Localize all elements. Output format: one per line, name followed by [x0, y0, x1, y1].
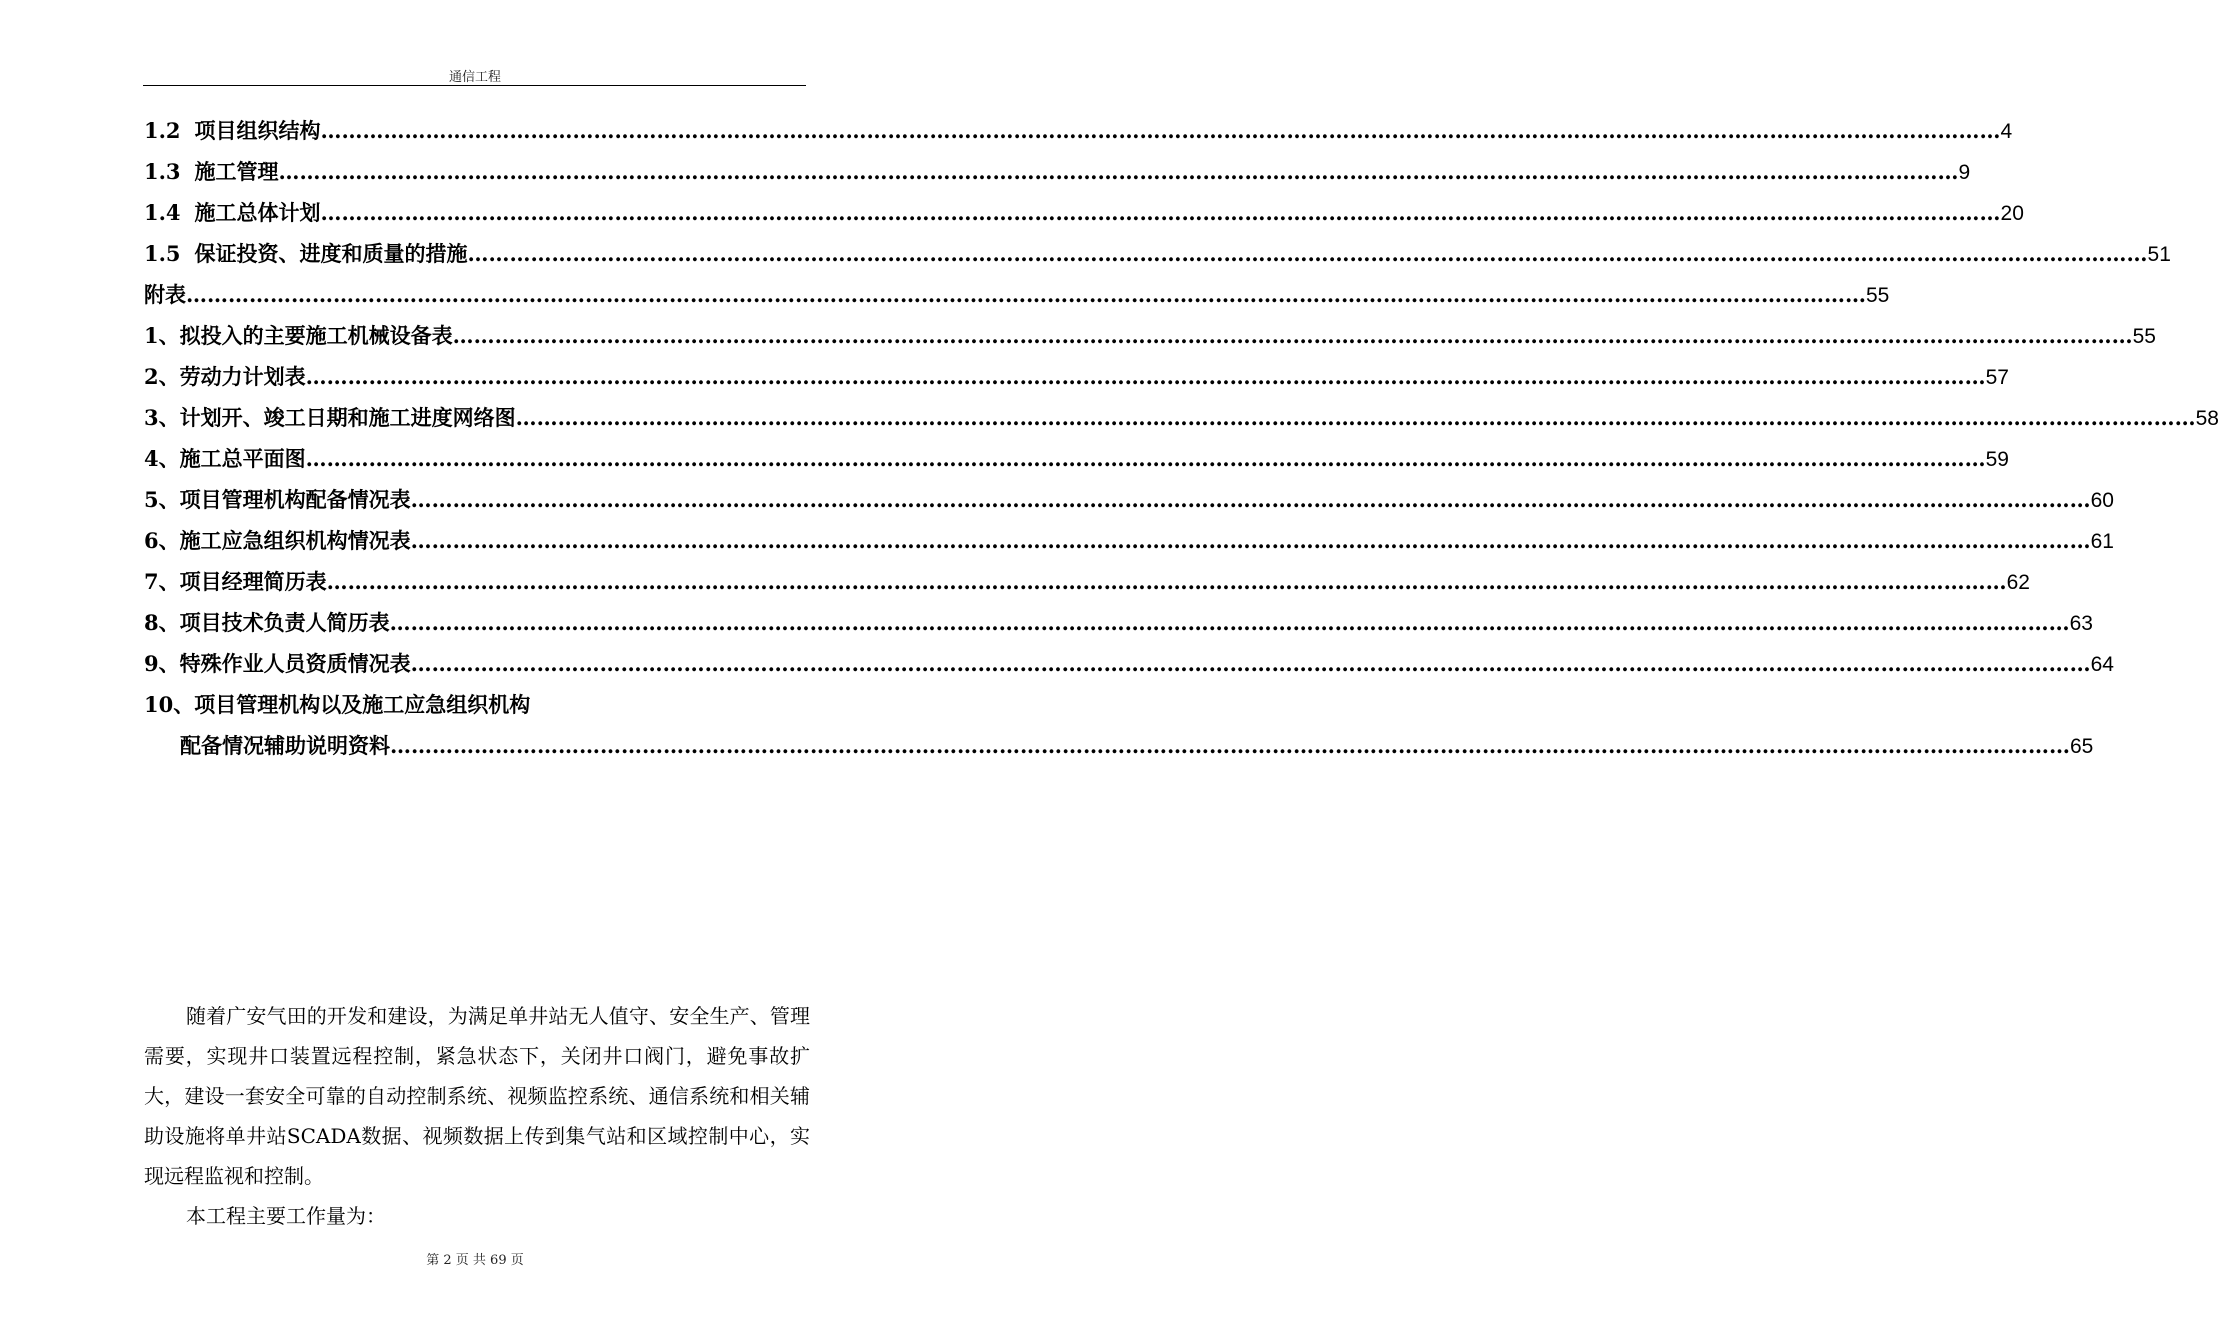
toc-entry[interactable]: [144, 233, 2171, 274]
toc-entry-number: 9、: [144, 651, 180, 676]
toc-entry[interactable]: [144, 643, 2114, 684]
toc-entry-title: 施工管理: [194, 159, 279, 184]
toc-leader-dots: ……………………………………………………………………………………………………………………………………………………………………………………………………………………: [410, 528, 2091, 553]
toc-entry-continuation[interactable]: [144, 725, 2094, 766]
toc-leader-dots: ……………………………………………………………………………………………………………………………………………………………………………………………………………………: [452, 323, 2133, 348]
toc-entry-number: 7、: [144, 569, 180, 594]
toc-entry-title: 项目技术负责人简历表: [179, 610, 390, 635]
toc-entry-title: 项目管理机构配备情况表: [179, 487, 411, 512]
toc-leader-dots: ……………………………………………………………………………………………………………………………………………………………………………………………………………………: [389, 610, 2070, 635]
toc-entry-page: 62: [2006, 571, 2030, 594]
toc-entry[interactable]: [144, 520, 2114, 561]
toc-leader-dots: ……………………………………………………………………………………………………………………………………………………………………………………………………………………: [305, 364, 1986, 389]
toc-entry-number: 5、: [144, 487, 180, 512]
toc-entry-page: 55: [2132, 325, 2156, 348]
toc-leader-dots: ……………………………………………………………………………………………………………………………………………………………………………………………………………………: [320, 200, 2001, 225]
toc-entry-title: 项目管理机构以及施工应急组织机构: [194, 692, 531, 717]
toc-entry-number: 4、: [144, 446, 180, 471]
toc-entry-number: 1、: [144, 323, 180, 348]
toc-entry-title: 项目经理简历表: [179, 569, 327, 594]
toc-entry-title: 劳动力计划表: [179, 364, 306, 389]
toc-entry-number: 1.5: [144, 241, 181, 266]
toc-entry-number: 8、: [144, 610, 180, 635]
toc-leader-dots: ……………………………………………………………………………………………………………………………………………………………………………………………………………………: [390, 733, 2070, 758]
toc-entry-number: 2、: [144, 364, 180, 389]
toc-entry-number: 1.4: [144, 200, 181, 225]
toc-entry-title: 特殊作业人员资质情况表: [179, 651, 411, 676]
toc-entry-title: 配备情况辅助说明资料: [180, 733, 390, 758]
toc-entry-title: 施工总平面图: [179, 446, 306, 471]
toc-leader-dots: ……………………………………………………………………………………………………………………………………………………………………………………………………………………: [467, 241, 2148, 266]
toc-entry-title: 保证投资、进度和质量的措施: [194, 241, 468, 266]
toc-leader-dots: ……………………………………………………………………………………………………………………………………………………………………………………………………………………: [410, 487, 2091, 512]
toc-entry[interactable]: [144, 561, 2030, 602]
toc-entry-page: 20: [2000, 202, 2024, 225]
page-footer: 第 2 页 共 69 页: [426, 1253, 524, 1268]
toc-entry[interactable]: [144, 274, 1890, 315]
toc-entry[interactable]: [144, 315, 2156, 356]
toc-entry-title: 项目组织结构: [194, 118, 321, 143]
toc-leader-dots: ……………………………………………………………………………………………………………………………………………………………………………………………………………………: [515, 405, 2196, 430]
toc-entry-page: 55: [1866, 284, 1890, 307]
table-of-contents: [144, 110, 2219, 766]
toc-entry[interactable]: [144, 602, 2093, 643]
body-paragraph: 本工程主要工作量为：: [186, 1204, 386, 1228]
toc-entry[interactable]: [144, 110, 2013, 151]
toc-entry-title: 计划开、竣工日期和施工进度网络图: [179, 405, 516, 430]
body-paragraph: 随着广安气田的开发和建设，为满足单井站无人值守、安全生产、管理需要，实现井口装置远程控制，紧急状态下，关闭井口阀门，避免事故扩大，建设一套安全可靠的自动控制系统、视频监控系统、通信系统和相关辅助设施将单井站SCADA数据、视频数据上传到集气站和区域控制中心，实现远程监视和控制。: [144, 1004, 810, 1188]
toc-entry-title: 施工总体计划: [194, 200, 321, 225]
toc-entry[interactable]: [144, 684, 806, 725]
toc-entry-page: 64: [2090, 653, 2114, 676]
toc-leader-dots: ……………………………………………………………………………………………………………………………………………………………………………………………………………………: [278, 159, 1959, 184]
toc-entry-title: 施工应急组织机构情况表: [179, 528, 411, 553]
toc-entry-number: 6、: [144, 528, 180, 553]
toc-entry-title: 附表: [144, 282, 186, 307]
toc-entry[interactable]: [144, 151, 1971, 192]
header-rule: [143, 85, 806, 86]
page-header: 通信工程: [448, 70, 501, 85]
toc-leader-dots: ……………………………………………………………………………………………………………………………………………………………………………………………………………………: [305, 446, 1986, 471]
toc-entry-page: 9: [1958, 161, 1971, 184]
toc-entry-page: 63: [2069, 612, 2093, 635]
toc-entry-page: 59: [1985, 448, 2009, 471]
toc-entry-page: 60: [2090, 489, 2114, 512]
toc-entry-page: 61: [2090, 530, 2114, 553]
toc-entry-page: 58: [2195, 407, 2219, 430]
toc-entry-page: 65: [2070, 735, 2094, 758]
toc-entry-page: 4: [2000, 120, 2013, 143]
toc-entry-number: 10、: [144, 692, 195, 717]
toc-entry[interactable]: [144, 192, 2024, 233]
toc-entry[interactable]: [144, 397, 2219, 438]
toc-leader-dots: ……………………………………………………………………………………………………………………………………………………………………………………………………………………: [326, 569, 2007, 594]
toc-entry-page: 51: [2147, 243, 2171, 266]
toc-entry-number: 3、: [144, 405, 180, 430]
toc-entry-number: 1.2: [144, 118, 181, 143]
toc-entry[interactable]: [144, 479, 2114, 520]
toc-entry-title: 拟投入的主要施工机械设备表: [179, 323, 453, 348]
toc-leader-dots: ……………………………………………………………………………………………………………………………………………………………………………………………………………………: [186, 282, 1866, 307]
body-text: [144, 996, 810, 1236]
toc-leader-dots: ……………………………………………………………………………………………………………………………………………………………………………………………………………………: [320, 118, 2001, 143]
toc-leader-dots: ……………………………………………………………………………………………………………………………………………………………………………………………………………………: [410, 651, 2091, 676]
toc-entry[interactable]: [144, 438, 2009, 479]
toc-entry-number: 1.3: [144, 159, 181, 184]
toc-entry[interactable]: [144, 356, 2009, 397]
toc-entry-page: 57: [1985, 366, 2009, 389]
